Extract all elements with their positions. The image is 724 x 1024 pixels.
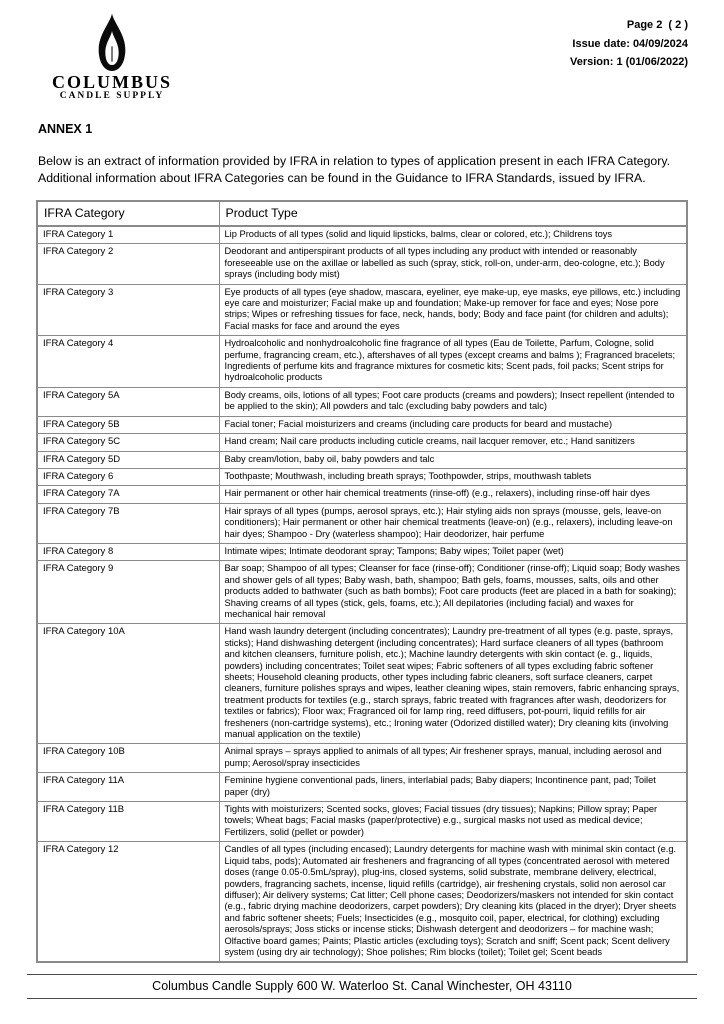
table-row: [37, 226, 687, 244]
ifra-category-cell: IFRA Category 5A: [37, 387, 219, 416]
table-row: [37, 503, 687, 543]
product-type-cell: Hand cream; Nail care products including cuticle creams, nail lacquer remover, etc.; Hand sanitizers: [219, 434, 687, 451]
table-row: [37, 773, 687, 802]
ifra-category-cell: IFRA Category 9: [37, 561, 219, 624]
product-type-cell: Bar soap; Shampoo of all types; Cleanser for face (rinse-off); Conditioner (rinse-off); Liquid soap; Body washes and shower gels of all types; Baby wash, bath, shampoo; Bath gels, foams, mousses, salts, oils and other products added to bathwater (such as bath bombs); Foot care products (feet are placed in a bath for soaking); Shaving creams of all types (stick, gels, foams, etc.); All depilatories (including facial) and waxes for mechanical hair removal: [219, 561, 687, 624]
ifra-category-cell: IFRA Category 4: [37, 336, 219, 388]
table-row: [37, 434, 687, 451]
product-type-cell: Body creams, oils, lotions of all types; Foot care products (creams and powders); Insect repellent (intended to be applied to the skin); All powders and talc (excluding baby powders and talc): [219, 387, 687, 416]
annex-title: ANNEX 1: [38, 122, 93, 136]
header-row: [37, 201, 687, 226]
product-type-cell: Toothpaste; Mouthwash, including breath sprays; Toothpowder, strips, mouthwash tablets: [219, 468, 687, 485]
table-row: [37, 624, 687, 744]
product-type-cell: Tights with moisturizers; Scented socks, gloves; Facial tissues (dry tissues); Napkins; Pillow spray; Paper towels; Wheat bags; Facial masks (paper/protective) e.g., surgical masks not used as medical device; Fertilizers, solid (pellet or powder): [219, 802, 687, 842]
table-row: [37, 336, 687, 388]
company-logo: [48, 13, 176, 102]
table-row: [37, 561, 687, 624]
ifra-category-cell: IFRA Category 7A: [37, 486, 219, 503]
product-type-cell: Candles of all types (including encased); Laundry detergents for machine wash with minimal skin contact (e.g. Liquid tabs, pods); Automated air fresheners and fragrancing of all types (concentrated aerosol with metered doses (range 0.05-0.5mL/spray), plug-ins, closed systems, solid substrate, membrane delivery, electrical, powders, fragrancing sachets, incense, liquid refills (cartridge), air freshening crystals, solid non aerosol car diffuser); Air delivery systems; Cat litter; Cell phone cases; Deodorizers/maskers not intended for skin contact (e.g., fabric drying machine deodorizers, carpet powders); Dry cleaning kits (placed in the dryer); Dryer sheets and fabric softener sheets; Fuels; Insecticides (e.g., mosquito coil, paper, electrical, for clothing) excluding aerosols/sprays; Joss sticks or incense sticks; Dishwash detergent and deodorizers – for machine wash; Olfactive board games; Paints; Plastic articles (excluding toys); Scratch and sniff; Scent pack; Scent delivery system (using dry air technology); Shoe polishes; Rim blocks (toilet); Toilet gel; Scent beads: [219, 842, 687, 963]
table-row: [37, 744, 687, 773]
page-header: [0, 0, 724, 102]
table-header: [37, 201, 687, 226]
ifra-category-cell: IFRA Category 3: [37, 284, 219, 336]
table-row: [37, 451, 687, 468]
ifra-category-cell: IFRA Category 1: [37, 226, 219, 244]
ifra-category-cell: IFRA Category 11B: [37, 802, 219, 842]
flame-icon: [90, 13, 134, 73]
product-type-cell: Deodorant and antiperspirant products of all types including any product with intended or reasonably foreseeable use on the axillae or labelled as such (spray, stick, roll-on, under-arm, deo-cologne, etc.); Body sprays (including body mist): [219, 244, 687, 284]
product-type-cell: Intimate wipes; Intimate deodorant spray; Tampons; Baby wipes; Toilet paper (wet): [219, 543, 687, 560]
product-type-cell: Animal sprays – sprays applied to animals of all types; Air freshener sprays, manual, including aerosol and pump; Aerosol/spray insecticides: [219, 744, 687, 773]
ifra-category-table: [36, 200, 688, 963]
ifra-category-cell: IFRA Category 10A: [37, 624, 219, 744]
table-row: [37, 387, 687, 416]
column-header-ifra-category: IFRA Category: [37, 201, 219, 226]
footer-address: Columbus Candle Supply 600 W. Waterloo St. Canal Winchester, OH 43110: [152, 979, 572, 993]
table-row: [37, 244, 687, 284]
ifra-category-cell: IFRA Category 5B: [37, 416, 219, 433]
table-row: [37, 416, 687, 433]
product-type-cell: Eye products of all types (eye shadow, mascara, eyeliner, eye make-up, eye masks, eye pillows, etc.) including eye care and moisturizer; Facial make up and foundation; Make-up remover for face and eyes; Nose pore strips; Wipes or refreshing tissues for face, neck, hands, body; Body and face paint (for children and adults); Facial masks for face and around the eyes: [219, 284, 687, 336]
logo-wordmark: COLUMBUS: [51, 72, 172, 92]
product-type-cell: Hair sprays of all types (pumps, aerosol sprays, etc.); Hair styling aids non sprays (mousse, gels, leave-on conditioners); Hair permanent or other hair chemical treatments (leave-on) (e.g., relaxers), including leave-on hair dyes; Shampoo - Dry (waterless shampoo); Hair deodorizer, hair perfume: [219, 503, 687, 543]
ifra-category-cell: IFRA Category 5C: [37, 434, 219, 451]
table-row: [37, 842, 687, 963]
table-row: [37, 543, 687, 560]
product-type-cell: Baby cream/lotion, baby oil, baby powders and talc: [219, 451, 687, 468]
issue-date: Issue date: 04/09/2024: [572, 37, 688, 50]
ifra-category-cell: IFRA Category 7B: [37, 503, 219, 543]
ifra-category-cell: IFRA Category 2: [37, 244, 219, 284]
table-row: [37, 486, 687, 503]
product-type-cell: Hand wash laundry detergent (including concentrates); Laundry pre-treatment of all types (e.g. paste, sprays, sticks); Hand dishwashing detergent (including concentrates); Hard surface cleaners of all types (bathroom and kitchen cleansers, furniture polish, etc.); Machine laundry detergents with skin contact (e. g., liquids, powders) including concentrates; Toilet seat wipes; Fabric softeners of all types excluding fabric softener sheets; Household cleaning products, other types including fabric cleaners, soft surface cleaners, carpet cleaners, furniture polishes sprays and wipes, leather cleaning wipes, stain removers, fabric enhancing sprays, treatment products for textiles (e.g., starch sprays, fabric treated with fragrances after wash, deodorizers for textiles or fabrics); Floor wax; Fragranced oil for lamp ring, reed diffusers, pot-pourri, liquid refills for air fresheners (non-cartridge systems), etc.; Ironing water (Odorized distilled water); Dry cleaning kits (involving manual application on the textile): [219, 624, 687, 744]
ifra-category-cell: IFRA Category 5D: [37, 451, 219, 468]
column-header-product-type: Product Type: [219, 201, 687, 226]
intro-paragraph: Below is an extract of information provided by IFRA in relation to types of application present in each IFRA Category. Additional information about IFRA Categories can be found in the Guidance to IFRA Standards, issued by IFRA.: [38, 154, 671, 185]
ifra-category-cell: IFRA Category 10B: [37, 744, 219, 773]
product-type-cell: Feminine hygiene conventional pads, liners, interlabial pads; Baby diapers; Incontinence pant, pad; Toilet paper (dry): [219, 773, 687, 802]
table-row: [37, 802, 687, 842]
version: Version: 1 (01/06/2022): [569, 56, 688, 68]
product-type-cell: Hair permanent or other hair chemical treatments (rinse-off) (e.g., relaxers), including rinse-off hair dyes: [219, 486, 687, 503]
page-footer: [27, 974, 697, 999]
ifra-category-cell: IFRA Category 11A: [37, 773, 219, 802]
ifra-category-cell: IFRA Category 8: [37, 543, 219, 560]
logo-subtitle: CANDLE SUPPLY: [59, 91, 165, 101]
product-type-cell: Facial toner; Facial moisturizers and creams (including care products for beard and mustache): [219, 416, 687, 433]
product-type-cell: Lip Products of all types (solid and liquid lipsticks, balms, clear or colored, etc.); Childrens toys: [219, 226, 687, 244]
table-row: [37, 284, 687, 336]
ifra-table-body: [37, 226, 687, 962]
product-type-cell: Hydroalcoholic and nonhydroalcoholic fine fragrance of all types (Eau de Toilette, Parfum, Cologne, solid perfume, fragrancing cream, etc.), aftershaves of all types (except creams and balms ); Fragranced bracelets; Ingredients of perfume kits and fragrance mixtures for cosmetic kits; Scent pads, foil packs; Scent strips for hydroalcoholic products: [219, 336, 687, 388]
document-meta: [570, 13, 688, 72]
ifra-category-cell: IFRA Category 12: [37, 842, 219, 963]
ifra-category-cell: IFRA Category 6: [37, 468, 219, 485]
page-number: Page 2 ( 2 ): [626, 19, 688, 31]
table-row: [37, 468, 687, 485]
